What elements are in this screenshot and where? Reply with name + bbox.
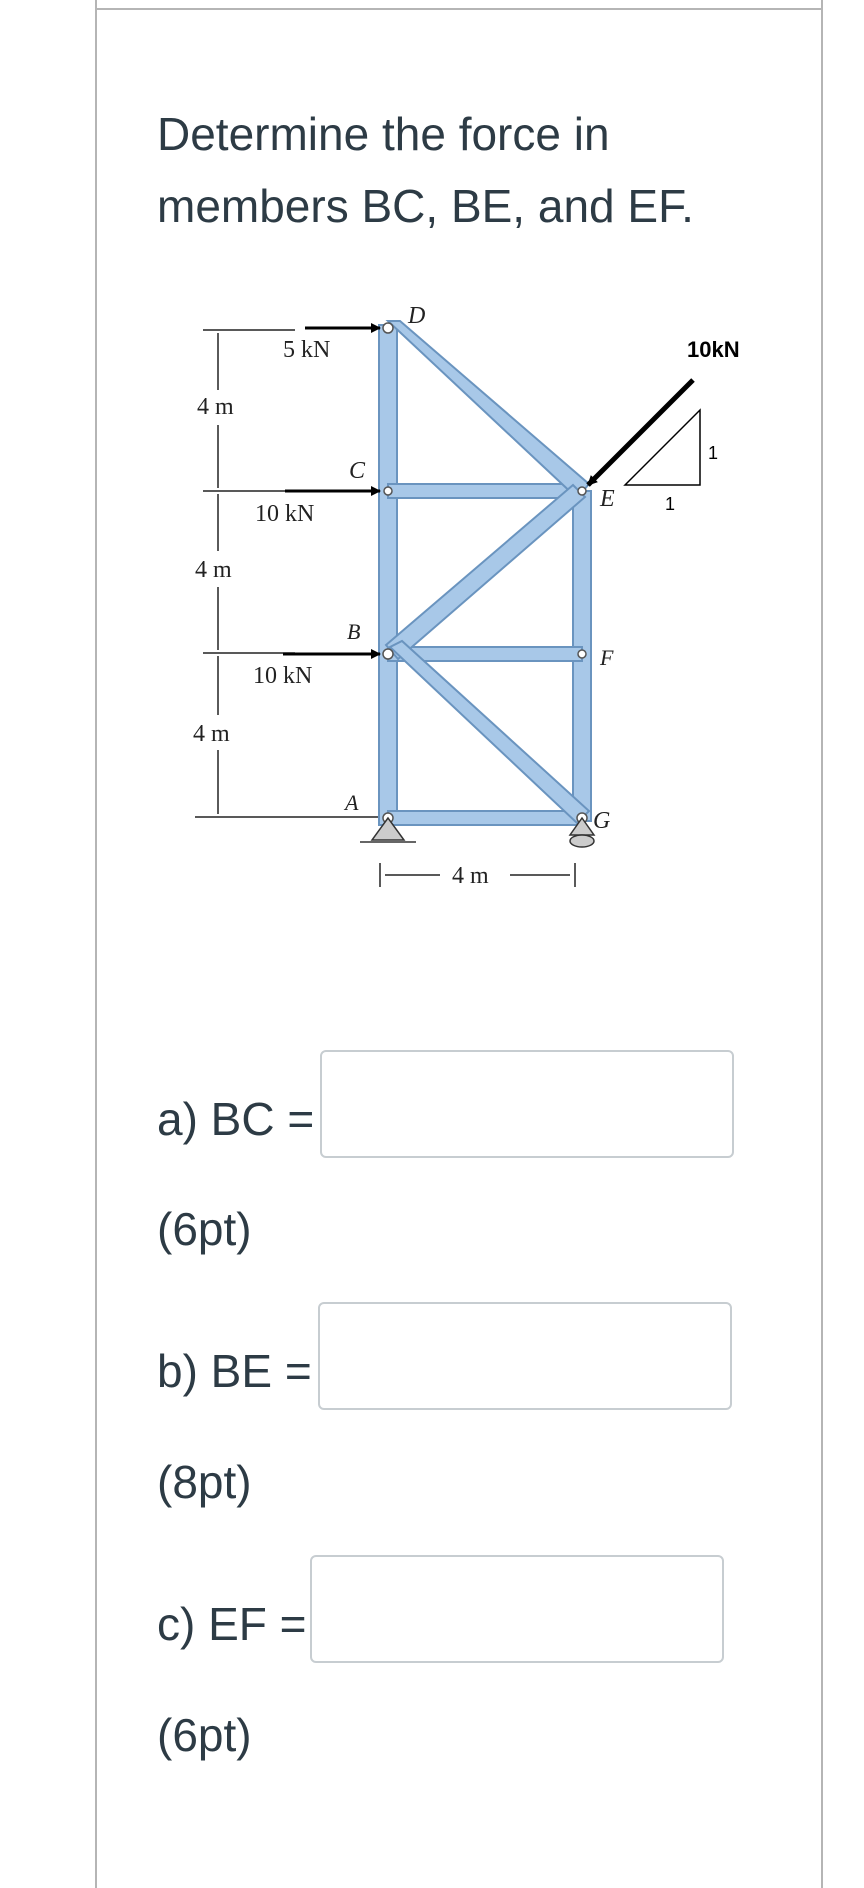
member-be — [386, 485, 585, 659]
member-ad — [379, 325, 397, 825]
points-bc: (6pt) — [157, 1203, 252, 1255]
bc-answer-input[interactable] — [320, 1050, 734, 1158]
joint-d — [383, 323, 393, 333]
joint-label-e: E — [600, 486, 615, 512]
load-label-lower: 10 kN — [253, 663, 313, 689]
height-dim-2: 4 m — [195, 557, 232, 583]
question-prompt — [157, 98, 717, 242]
joint-label-b: B — [347, 619, 361, 644]
member-ce — [388, 484, 582, 498]
joint-label-c: C — [349, 458, 366, 484]
width-dim: 4 m — [452, 863, 489, 889]
inclined-load-label: 10kN — [687, 337, 740, 362]
joint-label-d: D — [408, 303, 426, 329]
answer-label-bc: a) BC = — [157, 1093, 315, 1145]
joint-b — [383, 649, 393, 659]
member-bg — [390, 641, 589, 823]
horizontal-load-arrows — [283, 328, 380, 654]
answer-label-ef: c) EF = — [157, 1598, 307, 1650]
truss-figure — [175, 295, 775, 915]
joint-label-a: A — [345, 790, 359, 815]
prompt-line-1: Determine the force in — [157, 108, 610, 160]
load-label-middle: 10 kN — [255, 501, 315, 527]
prompt-line-2: members BC, BE, and EF. — [157, 180, 694, 232]
points-be: (8pt) — [157, 1456, 252, 1508]
slope-triangle — [625, 410, 700, 485]
truss-members — [379, 321, 591, 825]
member-ag — [388, 811, 582, 825]
answer-label-be: b) BE = — [157, 1345, 312, 1397]
be-answer-input[interactable] — [318, 1302, 732, 1410]
truss-diagram — [175, 295, 775, 915]
joint-e — [578, 487, 586, 495]
joint-label-f: F — [600, 645, 614, 670]
slope-rise-label: 1 — [708, 443, 719, 463]
slope-run-label: 1 — [665, 494, 676, 514]
height-dim-1: 4 m — [197, 394, 234, 420]
load-label-top: 5 kN — [283, 337, 331, 363]
member-de — [388, 321, 589, 498]
joint-f — [578, 650, 586, 658]
ef-answer-input[interactable] — [310, 1555, 724, 1663]
joint-c — [384, 487, 392, 495]
points-ef: (6pt) — [157, 1709, 252, 1761]
height-dim-3: 4 m — [193, 721, 230, 747]
joint-label-g: G — [593, 808, 611, 834]
height-dimension-lines — [195, 330, 505, 817]
